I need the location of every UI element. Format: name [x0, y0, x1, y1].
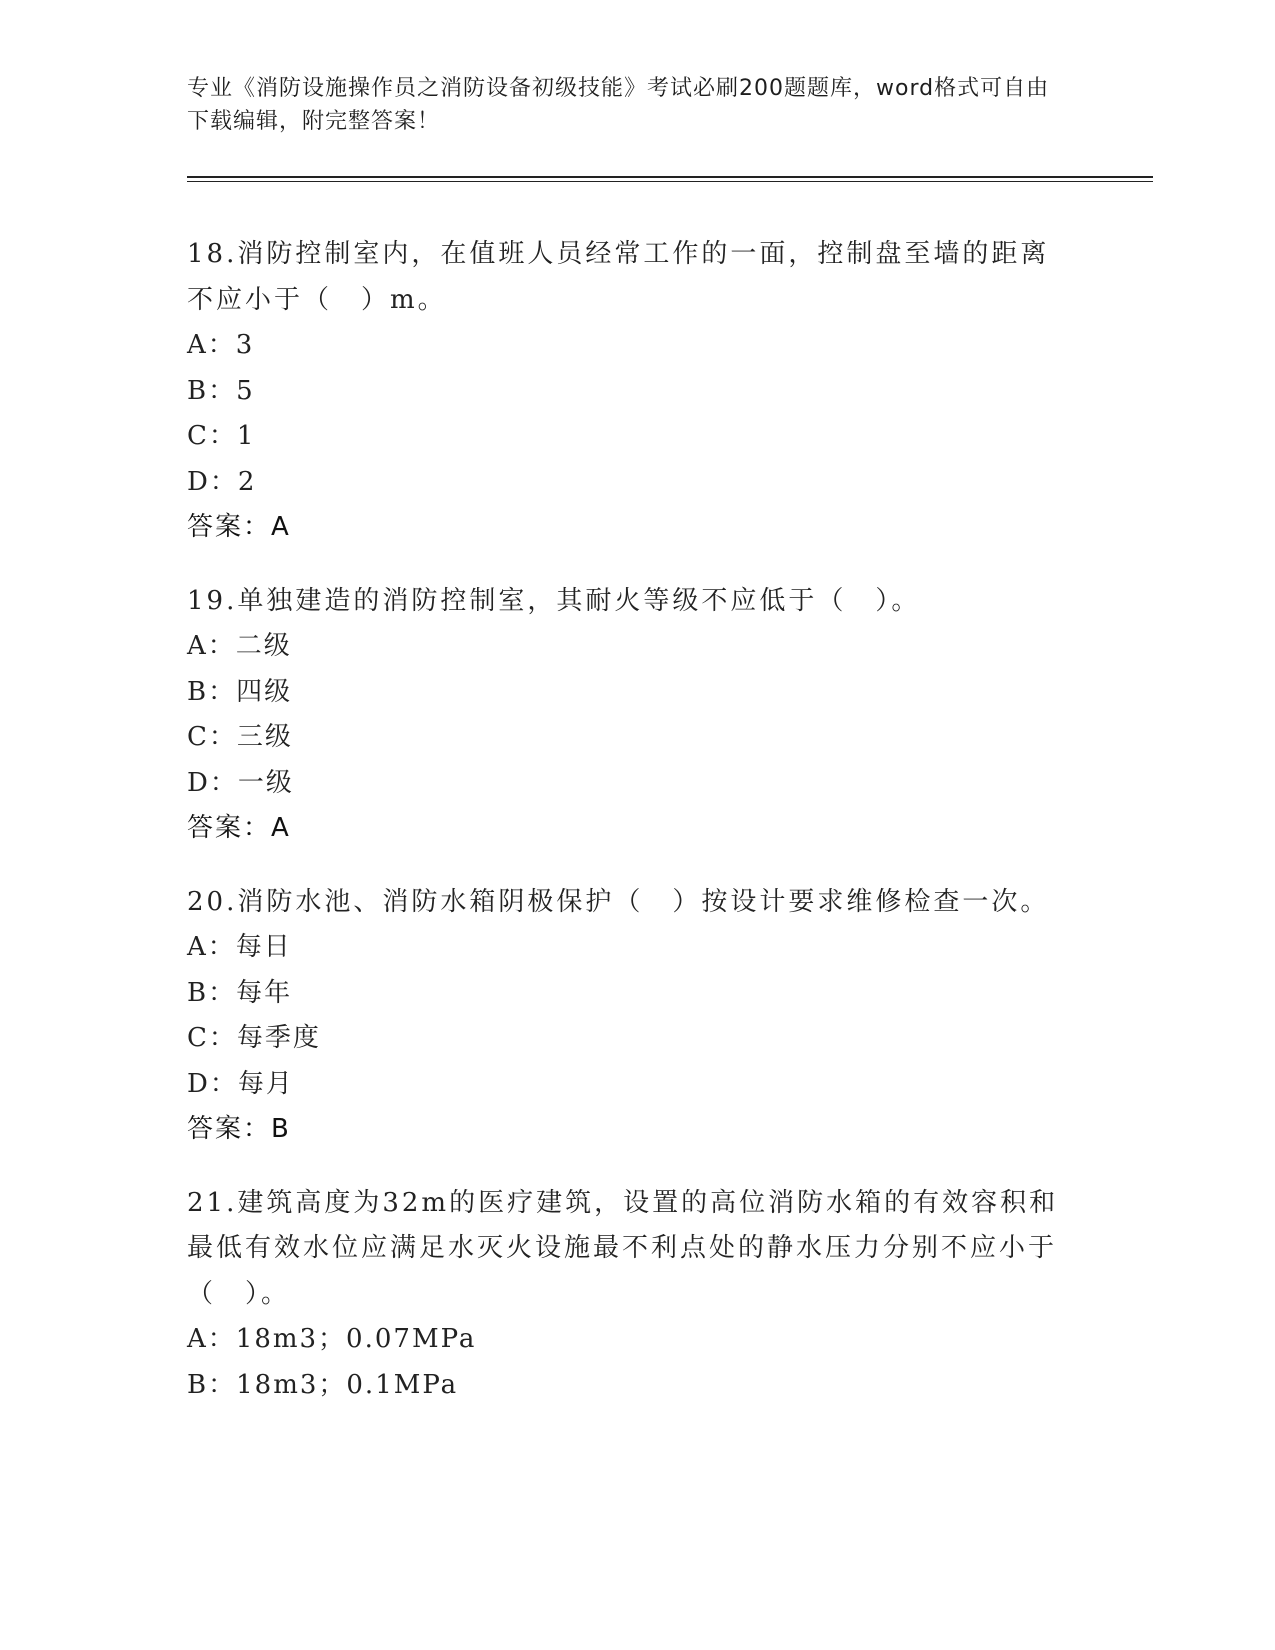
question-19	[187, 579, 1067, 852]
document-header: 专业《消防设施操作员之消防设备初级技能》考试必刷200题题库，word格式可自由下载编辑，附完整答案！	[187, 76, 1050, 134]
option-a: A：18m3；0.07MPa	[187, 1324, 477, 1354]
option-d: D：每月	[187, 1068, 294, 1099]
question-stem: 18.消防控制室内，在值班人员经常工作的一面，控制盘至墙的距离不应小于（ ）m。	[187, 239, 1050, 315]
question-21	[187, 1181, 1067, 1409]
option-b: B：四级	[187, 676, 293, 707]
option-b: B：每年	[187, 977, 293, 1008]
option-d: D：2	[187, 466, 257, 497]
question-list	[187, 232, 1067, 1436]
answer-label: 答案：A	[187, 813, 291, 843]
option-a: A：二级	[187, 631, 292, 661]
option-a: A：每日	[187, 932, 292, 962]
option-a: A：3	[187, 330, 255, 360]
question-stem: 19.单独建造的消防控制室，其耐火等级不应低于（ ）。	[187, 585, 921, 616]
question-stem: 21.建筑高度为32m的医疗建筑，设置的高位消防水箱的有效容积和最低有效水位应满足水灭火设施最不利点处的静水压力分别不应小于（ ）。	[187, 1187, 1059, 1309]
question-20	[187, 880, 1067, 1153]
option-c: C：三级	[187, 722, 293, 752]
answer-label: 答案：A	[187, 512, 291, 542]
option-b: B：5	[187, 375, 255, 406]
header-divider	[187, 176, 1153, 182]
option-c: C：每季度	[187, 1023, 321, 1053]
option-c: C：1	[187, 421, 256, 451]
question-stem: 20.消防水池、消防水箱阴极保护（ ）按设计要求维修检查一次。	[187, 886, 1050, 917]
option-b: B：18m3；0.1MPa	[187, 1369, 459, 1400]
question-18	[187, 232, 1067, 551]
answer-label: 答案：B	[187, 1114, 291, 1144]
option-d: D：一级	[187, 767, 294, 798]
